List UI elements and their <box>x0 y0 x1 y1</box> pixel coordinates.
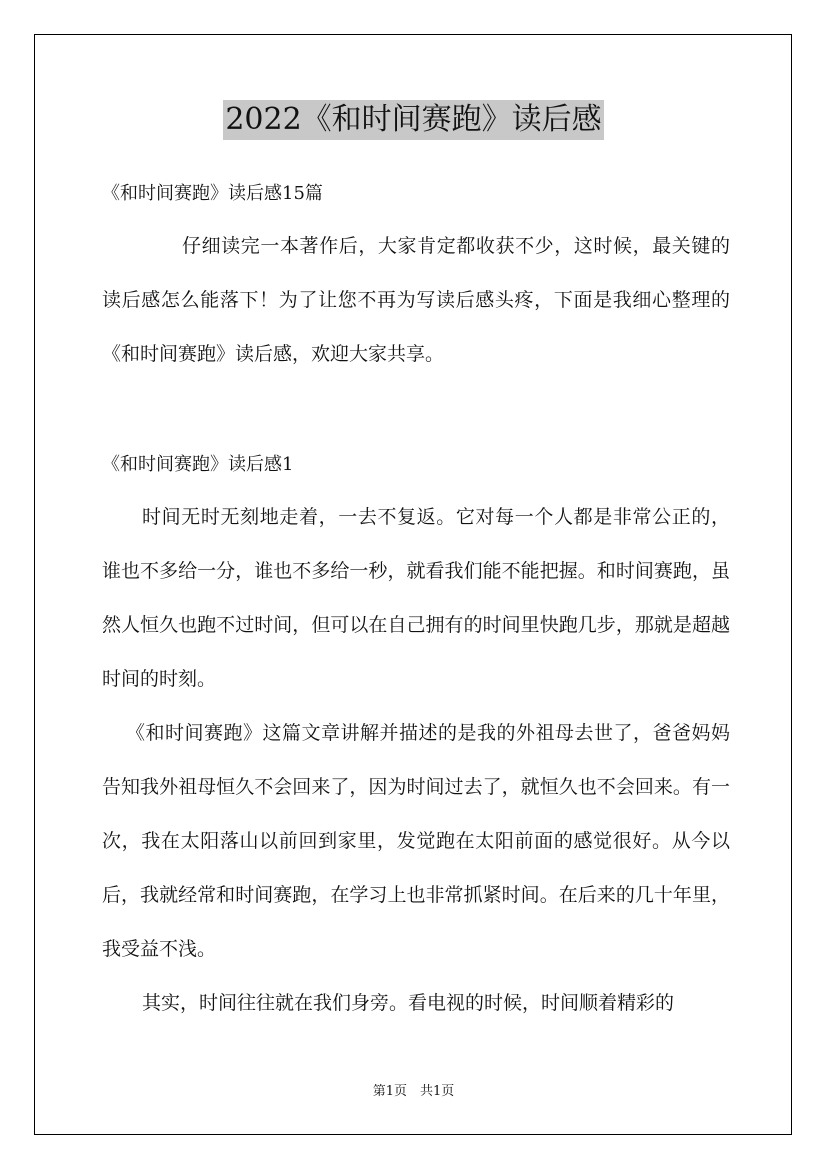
title-container <box>0 100 827 140</box>
section1-paragraph-3 <box>102 976 730 1030</box>
section-heading: 《和时间赛跑》读后感1 <box>102 454 294 475</box>
intro-text: 仔细读完一本著作后，大家肯定都收获不少，这时候，最关键的读后感怎么能落下！为了让您不再为写读后感头疼，下面是我细心整理的《和时间赛跑》读后感，欢迎大家共享。 <box>102 235 730 365</box>
page-footer: 第1页 共1页 <box>372 1084 455 1099</box>
paragraph-text: 其实，时间往往就在我们身旁。看电视的时候，时间顺着精彩的 <box>142 992 675 1014</box>
section1-paragraph-1 <box>102 490 730 706</box>
intro-paragraph <box>102 219 730 381</box>
document-title: 2022《和时间赛跑》读后感 <box>223 100 603 140</box>
paragraph-text: 时间无时无刻地走着，一去不复返。它对每一个人都是非常公正的，谁也不多给一分，谁也不多给一秒，就看我们能不能把握。和时间赛跑，虽然人恒久也跑不过时间，但可以在自己拥有的时间里快跑几步，那就是超越时间的时刻。 <box>102 506 730 690</box>
paragraph-text: 《和时间赛跑》这篇文章讲解并描述的是我的外祖母去世了，爸爸妈妈告知我外祖母恒久不会回来了，因为时间过去了，就恒久也不会回来。有一次，我在太阳落山以前回到家里，发觉跑在太阳前面的感觉很好。从今以后，我就经常和时间赛跑，在学习上也非常抓紧时间。在后来的几十年里，我受益不浅。 <box>102 722 730 960</box>
document-subtitle: 《和时间赛跑》读后感15篇 <box>102 183 323 204</box>
section1-paragraph-2 <box>102 706 730 976</box>
